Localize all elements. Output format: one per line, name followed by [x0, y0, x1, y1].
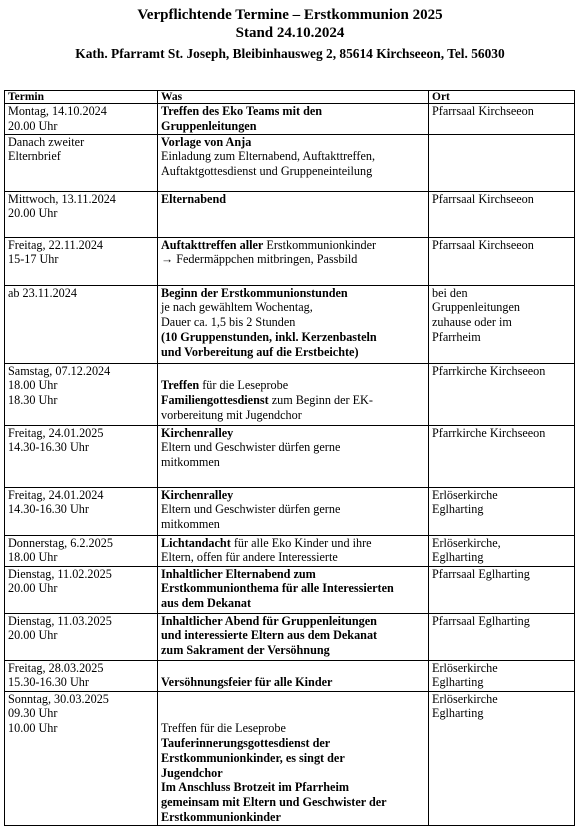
termin-line: 20.00 Uhr — [8, 206, 58, 221]
was-bold-text: Inhaltlicher Abend für Gruppenleitungen — [161, 613, 377, 628]
ort-line: Pfarrkirche Kirchseeon — [432, 363, 546, 378]
cell-was — [158, 191, 429, 237]
cell-ort — [429, 285, 575, 363]
was-text: Einladung zum Elternabend, Auftakttreffen, — [161, 149, 376, 164]
was-line — [161, 252, 425, 267]
termin-line: Donnerstag, 6.2.2025 — [8, 535, 113, 550]
was-bold-text: Tauferinnerungsgottesdienst der — [161, 735, 331, 750]
document-subtitle: Stand 24.10.2024 — [235, 25, 345, 41]
was-text: Eltern, offen für andere Interessierte — [161, 550, 338, 565]
cell-ort — [429, 691, 575, 825]
was-line — [161, 692, 425, 707]
was-bold-text: und interessierte Eltern aus dem Dekanat — [161, 628, 378, 643]
was-bold-text: Treffen des Eko Teams mit den — [161, 104, 323, 118]
termin-line: 20.00 Uhr — [8, 118, 58, 133]
termin-line: ab 23.11.2024 — [8, 285, 77, 300]
table-row — [5, 285, 575, 363]
was-text: mitkommen — [161, 455, 220, 470]
was-bold-text: Treffen — [161, 378, 200, 393]
ort-line: Pfarrheim — [432, 329, 481, 344]
termin-line: 09.30 Uhr — [8, 706, 58, 721]
was-line — [161, 315, 425, 330]
was-bold-text: Kirchenralley — [161, 487, 234, 502]
cell-was — [158, 660, 429, 691]
was-line — [161, 286, 425, 301]
parish-address: Kath. Pfarramt St. Joseph, Bleibinhausweg 2, 85614 Kirchseeon, Tel. 56030 — [75, 46, 505, 61]
table-row — [5, 191, 575, 237]
termin-line: Freitag, 24.01.2025 — [8, 425, 104, 440]
ort-line: Pfarrsaal Kirchseeon — [432, 237, 534, 252]
termin-line: Freitag, 22.11.2024 — [8, 237, 104, 252]
was-line — [161, 488, 425, 503]
cell-was — [158, 134, 429, 191]
was-text: für alle Eko Kinder und ihre — [230, 535, 372, 550]
was-bold-text: aus dem Dekanat — [161, 596, 252, 611]
ort-line: Erlöserkirche — [432, 691, 498, 706]
cell-termin — [5, 535, 158, 566]
was-line — [161, 393, 425, 408]
cell-termin — [5, 487, 158, 535]
termin-line: Samstag, 07.12.2024 — [8, 363, 111, 378]
was-line — [161, 643, 425, 658]
table-row — [5, 237, 575, 285]
cell-termin — [5, 104, 158, 135]
document-title: Verpflichtende Termine – Erstkommunion 2025 — [137, 7, 443, 23]
termin-line: 20.00 Uhr — [8, 628, 58, 643]
was-bold-text: Beginn der Erstkommunionstunden — [161, 285, 348, 300]
was-line — [161, 408, 425, 423]
cell-ort — [429, 660, 575, 691]
was-line — [161, 675, 425, 690]
was-text: je nach gewähltem Wochentag, — [161, 300, 313, 315]
was-line — [161, 614, 425, 629]
was-bold-text: Erstkommunionkinder, es singt der — [161, 750, 345, 765]
was-bold-text: Kirchenralley — [161, 425, 234, 440]
cell-ort — [429, 237, 575, 285]
was-bold-text: Versöhnungsfeier für alle Kinder — [161, 675, 333, 690]
schedule-body — [5, 104, 575, 826]
was-line — [161, 736, 425, 751]
was-line — [161, 119, 425, 134]
was-line — [161, 536, 425, 551]
was-line — [161, 104, 425, 119]
cell-ort — [429, 487, 575, 535]
was-line — [161, 766, 425, 781]
cell-ort — [429, 613, 575, 660]
was-line — [161, 780, 425, 795]
was-line — [161, 426, 425, 441]
cell-termin — [5, 285, 158, 363]
cell-was — [158, 285, 429, 363]
ort-line: Erlöserkirche, — [432, 535, 501, 550]
cell-termin — [5, 660, 158, 691]
was-text: Auftaktgottesdienst und Gruppeneinteilung — [161, 164, 373, 179]
table-row — [5, 691, 575, 825]
was-bold-text: zum Sakrament der Versöhnung — [161, 643, 330, 658]
was-line — [161, 300, 425, 315]
was-line — [161, 330, 425, 345]
was-line — [161, 440, 425, 455]
termin-line: 15-17 Uhr — [8, 252, 59, 267]
was-bold-text: Lichtandacht — [161, 535, 231, 550]
termin-line: Dienstag, 11.02.2025 — [8, 566, 112, 581]
was-bold-text: Auftakttreffen aller — [161, 237, 264, 252]
termin-line: 18.00 Uhr — [8, 550, 58, 565]
ort-line: Eglharting — [432, 502, 484, 517]
ort-line: Pfarrsaal Kirchseeon — [432, 104, 534, 118]
table-header-row — [5, 91, 575, 104]
was-line — [161, 810, 425, 825]
cell-termin — [5, 613, 158, 660]
cell-ort — [429, 363, 575, 425]
was-line — [161, 192, 425, 207]
table-row — [5, 487, 575, 535]
was-line — [161, 378, 425, 393]
ort-line: Eglharting — [432, 706, 484, 721]
was-line — [161, 628, 425, 643]
termin-line: Mittwoch, 13.11.2024 — [8, 191, 116, 206]
termin-line: 10.00 Uhr — [8, 721, 58, 736]
cell-termin — [5, 134, 158, 191]
was-text: Erstkommunionkinder — [263, 237, 377, 252]
cell-was — [158, 566, 429, 613]
termin-line: Dienstag, 11.03.2025 — [8, 613, 112, 628]
termin-line: 14.30-16.30 Uhr — [8, 440, 89, 455]
was-text: für die Leseprobe — [199, 378, 289, 393]
was-line — [161, 455, 425, 470]
cell-ort — [429, 535, 575, 566]
was-line — [161, 661, 425, 676]
termin-line: Montag, 14.10.2024 — [8, 104, 107, 118]
termin-line: Sonntag, 30.03.2025 — [8, 691, 109, 706]
termin-line: 14.30-16.30 Uhr — [8, 502, 89, 517]
ort-line: Eglharting — [432, 675, 484, 690]
cell-was — [158, 363, 429, 425]
was-bold-text: Familiengottesdienst — [161, 393, 269, 408]
ort-line: zuhause oder im — [432, 315, 512, 330]
table-row — [5, 535, 575, 566]
was-line — [161, 795, 425, 810]
was-line — [161, 567, 425, 582]
table-row — [5, 425, 575, 487]
ort-line: Pfarrsaal Kirchseeon — [432, 191, 534, 206]
was-line — [161, 706, 425, 721]
was-bold-text: und Vorbereitung auf die Erstbeichte) — [161, 344, 359, 359]
termin-line: Danach zweiter — [8, 134, 85, 149]
was-bold-text: gemeinsam mit Eltern und Geschwister der — [161, 795, 387, 810]
was-line — [161, 596, 425, 611]
was-line — [161, 135, 425, 150]
cell-termin — [5, 237, 158, 285]
termin-line: Freitag, 24.01.2024 — [8, 487, 104, 502]
column-header-termin: Termin — [5, 91, 158, 104]
was-line — [161, 721, 425, 736]
cell-was — [158, 487, 429, 535]
was-line — [161, 364, 425, 379]
cell-was — [158, 425, 429, 487]
cell-was — [158, 535, 429, 566]
cell-ort — [429, 425, 575, 487]
was-bold-text: Erstkommunionkinder — [161, 809, 281, 824]
cell-was — [158, 691, 429, 825]
was-text: zum Beginn der EK- — [268, 393, 373, 408]
ort-line: Erlöserkirche — [432, 487, 498, 502]
was-bold-text: Vorlage von Anja — [161, 134, 252, 149]
ort-line: Pfarrsaal Eglharting — [432, 566, 530, 581]
was-text: vorbereitung mit Jugendchor — [161, 407, 302, 422]
was-line — [161, 517, 425, 532]
termin-line: Elternbrief — [8, 149, 61, 164]
ort-line: Erlöserkirche — [432, 660, 498, 675]
document-header — [0, 6, 580, 63]
was-line — [161, 581, 425, 596]
was-bold-text: Jugendchor — [161, 765, 223, 780]
ort-line: Eglharting — [432, 550, 484, 565]
table-row — [5, 566, 575, 613]
was-line — [161, 164, 425, 179]
cell-ort — [429, 104, 575, 135]
ort-line: Gruppenleitungen — [432, 300, 520, 315]
termin-line: Freitag, 28.03.2025 — [8, 660, 104, 675]
was-line — [161, 502, 425, 517]
table-row — [5, 613, 575, 660]
was-line — [161, 149, 425, 164]
schedule-table — [4, 90, 575, 826]
column-header-ort: Ort — [429, 91, 575, 104]
was-bold-text: Elternabend — [161, 191, 227, 206]
was-line — [161, 238, 425, 253]
cell-ort — [429, 566, 575, 613]
was-bold-text: Inhaltlicher Elternabend zum — [161, 566, 316, 581]
ort-line: bei den — [432, 285, 468, 300]
cell-termin — [5, 566, 158, 613]
cell-ort — [429, 134, 575, 191]
was-bold-text: Erstkommunionthema für alle Interessierten — [161, 581, 394, 596]
was-text: Eltern und Geschwister dürfen gerne — [161, 440, 341, 455]
cell-was — [158, 237, 429, 285]
termin-line: 20.00 Uhr — [8, 581, 58, 596]
was-line — [161, 550, 425, 565]
cell-termin — [5, 363, 158, 425]
column-header-was: Was — [158, 91, 429, 104]
was-text: Treffen für die Leseprobe — [161, 721, 286, 736]
cell-was — [158, 104, 429, 135]
was-text: Dauer ca. 1,5 bis 2 Stunden — [161, 315, 296, 330]
termin-line: 18.30 Uhr — [8, 393, 58, 408]
cell-ort — [429, 191, 575, 237]
was-bold-text: Gruppenleitungen — [161, 118, 257, 133]
was-line — [161, 751, 425, 766]
was-text: mitkommen — [161, 517, 220, 532]
table-row — [5, 134, 575, 191]
was-bold-text: Im Anschluss Brotzeit im Pfarrheim — [161, 780, 349, 795]
termin-line: 15.30-16.30 Uhr — [8, 675, 89, 690]
cell-termin — [5, 425, 158, 487]
termin-line: 18.00 Uhr — [8, 378, 58, 393]
cell-termin — [5, 191, 158, 237]
cell-was — [158, 613, 429, 660]
was-bold-text: (10 Gruppenstunden, inkl. Kerzenbasteln — [161, 329, 377, 344]
ort-line: Pfarrkirche Kirchseeon — [432, 425, 546, 440]
cell-termin — [5, 691, 158, 825]
table-row — [5, 104, 575, 135]
was-text: Eltern und Geschwister dürfen gerne — [161, 502, 341, 517]
table-row — [5, 660, 575, 691]
was-line — [161, 345, 425, 360]
was-text: → Federmäppchen mitbringen, Passbild — [161, 252, 358, 267]
table-row — [5, 363, 575, 425]
ort-line: Pfarrsaal Eglharting — [432, 613, 530, 628]
